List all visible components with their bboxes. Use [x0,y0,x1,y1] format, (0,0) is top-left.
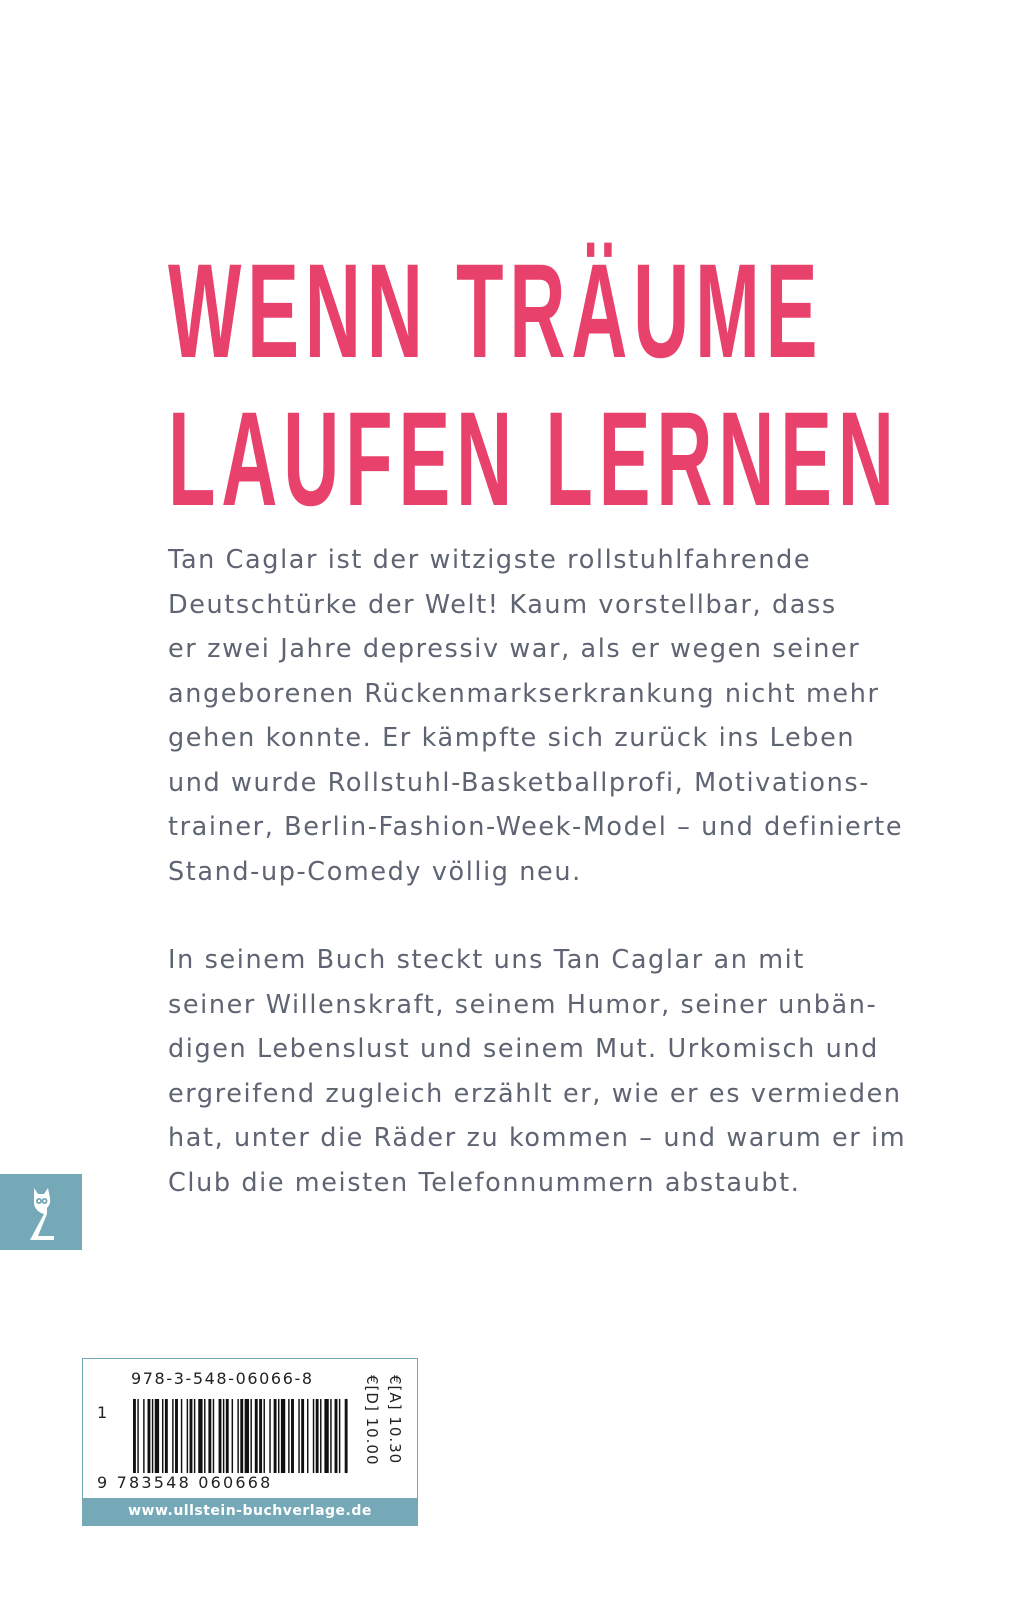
barcode-bar [155,1399,159,1473]
barcode-panel [82,1358,418,1526]
barcode-bar [298,1399,299,1473]
blurb-line: In seinem Buch steckt uns Tan Caglar an mit [168,945,805,975]
ean-lead-digit: 1 [97,1403,108,1422]
blurb-line: angeborenen Rückenmarkserkrankung nicht mehr [168,678,880,709]
barcode-bar [133,1399,136,1473]
barcode-bar [237,1399,238,1473]
blurb-line: hat, unter die Räder zu kommen – und warum er im [168,1123,907,1153]
barcode-bar [250,1399,251,1473]
barcode-bar [281,1399,285,1473]
barcode-bar [307,1399,308,1473]
publisher-logo [0,1174,82,1250]
barcode-bar [288,1399,289,1473]
headline [168,238,1027,534]
barcode-bar [148,1399,151,1473]
blurb-line: Club die meisten Telefonnummern abstaubt. [168,1167,801,1198]
barcode-bar [190,1399,193,1473]
barcode-bar [226,1399,229,1473]
barcode-bar [143,1399,144,1473]
barcode-bars [131,1399,353,1473]
barcode-bar [208,1399,211,1473]
barcode-bar [255,1399,258,1473]
barcode-bar [335,1399,338,1473]
blurb-line: ergreifend zugleich erzählt er, wie er es vermieden [168,1078,902,1109]
blurb-paragraph-1 [168,538,928,894]
price-austria: €[A] 10.30 [386,1375,404,1465]
blurb-line: Stand-up-Comedy völlig neu. [168,856,582,887]
barcode-bar [198,1399,202,1473]
barcode-bar [245,1399,249,1473]
barcode-bar [162,1399,163,1473]
price-germany: €[D] 10.00 [363,1375,381,1466]
barcode-bar [274,1399,277,1473]
barcode-bar [219,1399,222,1473]
barcode-bar [339,1399,340,1473]
barcode-bar [152,1399,153,1473]
barcode-bar [264,1399,265,1473]
barcode-bar [313,1399,314,1473]
barcode-bar [187,1399,188,1473]
barcode-bar [213,1399,214,1473]
barcode-bar [175,1399,178,1473]
barcode-bar [330,1399,331,1473]
blurb-line: Tan Caglar ist der witzigste rollstuhlfahrende [168,545,812,575]
barcode-bar [324,1399,328,1473]
barcode-bar [291,1399,294,1473]
barcode-bar [172,1399,173,1473]
barcode-bar [194,1399,195,1473]
barcode-bar [301,1399,304,1473]
headline-line-1: WENN TRÄUME [168,237,824,386]
barcode-bar [240,1399,243,1473]
owl-logo-icon [0,1174,82,1250]
blurb-line: seiner Willenskraft, seinem Humor, seiner unbän- [168,989,878,1020]
barcode-bar [232,1399,233,1473]
isbn-number: 978-3-548-06066-8 [131,1369,314,1388]
barcode-bar [278,1399,279,1473]
barcode-bar [204,1399,205,1473]
barcode-bar [181,1399,182,1473]
barcode-bar [345,1399,348,1473]
publisher-url: www.ullstein-buchverlage.de [83,1498,417,1525]
blurb-paragraph-2 [168,938,928,1205]
barcode-bar [165,1399,168,1473]
barcode-bar [269,1399,270,1473]
blurb-line: trainer, Berlin-Fashion-Week-Model – und definierte [168,812,904,842]
blurb-line: er zwei Jahre depressiv war, als er wegen seiner [168,634,861,664]
blurb-line: digen Lebenslust und seinem Mut. Urkomisch und [168,1034,879,1064]
barcode-bar [316,1399,319,1473]
barcode-bar [223,1399,224,1473]
blurb-line: Deutschtürke der Welt! Kaum vorstellbar, dass [168,589,837,620]
headline-line-2: LAUFEN LERNEN [168,385,900,534]
barcode-bar [259,1399,262,1473]
ean-digits: 9 783548 060668 [97,1473,273,1492]
blurb-line: und wurde Rollstuhl-Basketballprofi, Motivations- [168,767,871,798]
barcode-bar [137,1399,138,1473]
barcode-bar [320,1399,321,1473]
blurb-line: gehen konnte. Er kämpfte sich zurück ins Leben [168,723,856,753]
